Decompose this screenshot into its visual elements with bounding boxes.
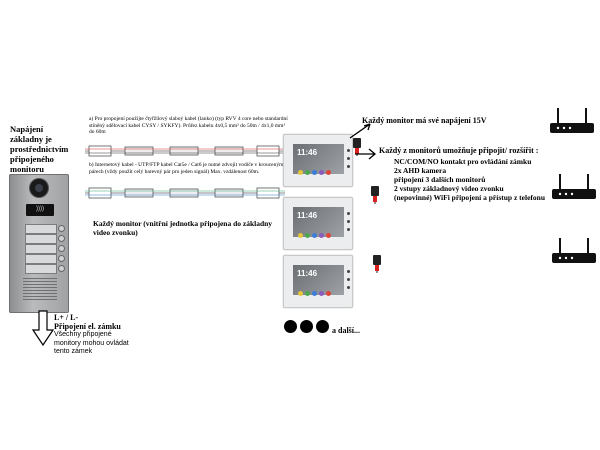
monitor-button (347, 220, 350, 223)
monitor-3 (283, 255, 353, 308)
cable-a-diagram (85, 140, 285, 162)
monitor-button (347, 157, 350, 160)
expand-list (394, 157, 564, 202)
speaker-grille (23, 278, 57, 300)
call-button (58, 245, 65, 252)
name-slot (25, 254, 57, 264)
call-button (58, 235, 65, 242)
more-dot (284, 320, 297, 333)
monitor-button (347, 270, 350, 273)
monitor-app-icons (298, 225, 333, 243)
expand-item: (nepovinné) WiFi připojení a přístup z telefonu (394, 193, 545, 202)
name-slot (25, 224, 57, 234)
lock-connection-desc: Všechny připojené monitory mohou ovládat tento zámek (54, 331, 129, 355)
expand-item: 2x AHD kamera (394, 166, 447, 175)
door-panel (9, 174, 69, 313)
app-icon (326, 170, 331, 175)
monitor-app-icons (298, 283, 333, 301)
monitor-time: 11:46 (297, 269, 318, 278)
app-icon (312, 233, 317, 238)
monitor-button (347, 228, 350, 231)
monitor-screen (293, 144, 344, 174)
wifi-router-icon (552, 172, 596, 202)
monitor-app-icons (298, 162, 333, 180)
app-icon (298, 291, 303, 296)
rfid-reader (26, 204, 54, 216)
monitor-connect-note: Každý monitor (vnitřní jednotka připojena do základny video zvonku) (93, 219, 273, 237)
expand-item: 2 vstupy základnový video zvonku (394, 184, 504, 193)
monitor-time: 11:46 (297, 211, 318, 220)
app-icon (305, 170, 310, 175)
monitor-button (347, 278, 350, 281)
expand-title: Každý z monitorů umožňuje připojit/ rozšířit : (379, 146, 539, 155)
power-15v-note: Každý monitor má své napájení 15V (362, 116, 487, 125)
power-plug-icon (368, 186, 382, 204)
camera-lens (35, 184, 43, 192)
monitor-button (347, 165, 350, 168)
app-icon (319, 291, 324, 296)
down-arrow-icon (32, 310, 54, 346)
lock-connection-title: L+ / L- Připojení el. zámku (54, 313, 121, 331)
monitor-screen (293, 265, 344, 295)
monitor-screen (293, 207, 344, 237)
name-slot (25, 264, 57, 274)
power-title: Napájení základny je prostřednictvím připojeného monitoru (10, 124, 69, 174)
more-label: a další... (332, 326, 361, 335)
more-dot (316, 320, 329, 333)
app-icon (312, 170, 317, 175)
power-plug-icon (370, 255, 384, 273)
call-button (58, 225, 65, 232)
app-icon (326, 233, 331, 238)
app-icon (298, 233, 303, 238)
app-icon (319, 233, 324, 238)
app-icon (305, 291, 310, 296)
cable-a-text: a) Pro propojení použijte čtyřžilový slaboý kabel (lanko) (typ RVV 4 core nebo standardní stíněný sdělovací kabel CYSY / SYKFY). Průřez kabelu 4x0,5 mm² do 50m / 4x1,0 mm² do 60m (89, 116, 288, 135)
cable-b-diagram (85, 182, 285, 204)
wifi-router-icon (552, 236, 596, 266)
monitor-button (347, 212, 350, 215)
more-dot (300, 320, 313, 333)
call-button (58, 255, 65, 262)
rfid-label: )))) (36, 206, 44, 212)
app-icon (319, 170, 324, 175)
cable-b-text: b) Internetový kabel - UTP/FTP kabel Cat5e / Cat6 je nutné zdvojit vodiče v krouceným párech (vždy použít celý barevný pár pro jeden signál) Max. vzdálenost 60m. (89, 162, 284, 175)
call-button (58, 265, 65, 272)
app-icon (305, 233, 310, 238)
wifi-router-icon (550, 106, 594, 136)
app-icon (298, 170, 303, 175)
monitor-button (347, 286, 350, 289)
name-slot (25, 234, 57, 244)
expand-item: NC/COM/NO kontakt pro ovládání zámku (394, 157, 532, 166)
app-icon (326, 291, 331, 296)
monitor-1 (283, 134, 353, 187)
name-slot (25, 244, 57, 254)
monitor-time: 11:46 (297, 148, 318, 157)
app-icon (312, 291, 317, 296)
expand-arrow-icon (353, 147, 379, 161)
monitor-2 (283, 197, 353, 250)
expand-item: připojení 3 dalších monitorů (394, 175, 486, 184)
